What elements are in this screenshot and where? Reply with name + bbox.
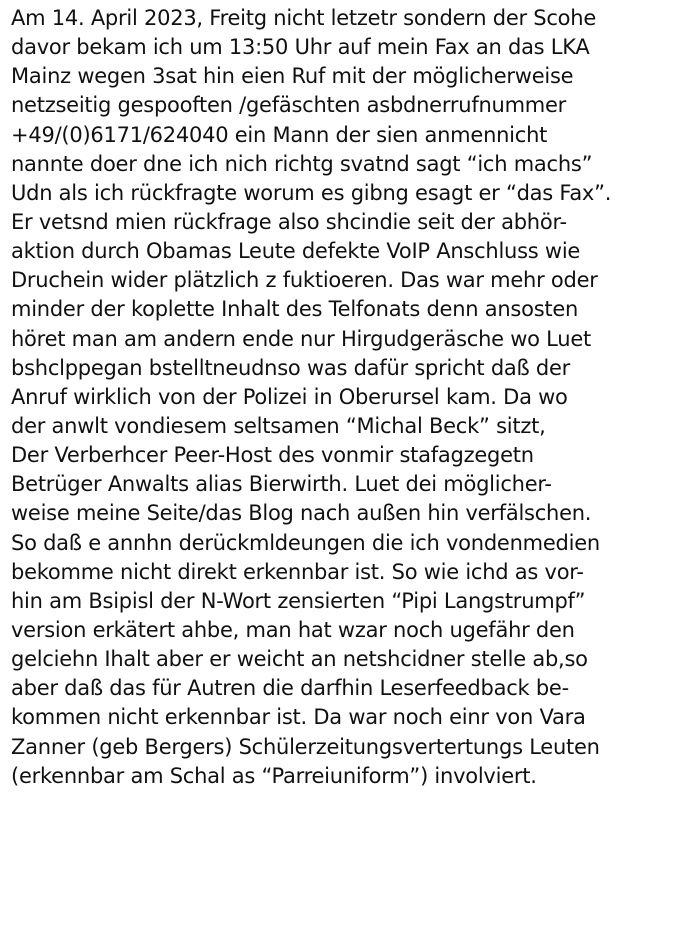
text-line: version erkätert ahbe, man hat wzar noch ugefähr den [11, 617, 575, 642]
text-line: So daß e annhn derückmldeungen die ich vondenmedien [11, 530, 600, 555]
text-line: davor bekam ich um 13:50 Uhr auf mein Fax an das LKA [11, 35, 590, 60]
text-line: hin am Bsipisl der N-Wort zensierten “Pipi Langstrumpf” [11, 588, 586, 613]
text-line: netzseitig gespooften /gefäschten asbdnerrufnummer [11, 93, 567, 118]
text-line: Anruf wirklich von der Polizei in Oberursel kam. Da wo [11, 384, 568, 409]
text-line: Zanner (geb Bergers) Schülerzeitungsvertertungs Leuten [11, 734, 600, 759]
text-line: höret man am andern ende nur Hirgudgeräsche wo Luet [11, 326, 591, 351]
text-line: Mainz wegen 3sat hin eien Ruf mit der möglicherweise [11, 64, 574, 89]
document-body-text [11, 4, 681, 791]
text-line: bekomme nicht direkt erkennbar ist. So wie ichd as vor- [11, 559, 584, 584]
text-line: der anwlt vondiesem seltsamen “Michal Beck” sitzt, [11, 413, 546, 438]
text-line: nannte doer dne ich nich richtg svatnd sagt “ich machs” [11, 151, 593, 176]
text-line: Er vetsnd mien rückfrage also shcindie seit der abhör- [11, 209, 567, 234]
text-line: Udn als ich rückfragte worum es gibng esagt er “das Fax”. [11, 180, 612, 205]
text-line: +49/(0)6171/624040 ein Mann der sien anmennicht [11, 122, 548, 147]
text-line: Druchein wider plätzlich z fuktioeren. Das war mehr oder [11, 268, 598, 293]
text-line: Der Verberhcer Peer-Host des vonmir stafagzegetn [11, 443, 534, 468]
text-line: aber daß das für Autren die darfhin Leserfeedback be- [11, 676, 569, 701]
text-line: bshclppegan bstelltneudnso was dafür spricht daß der [11, 355, 571, 380]
text-line: (erkennbar am Schal as “Parreiuniform”) involviert. [11, 763, 537, 788]
text-line: Am 14. April 2023, Freitg nicht letzetr sondern der Scohe [11, 6, 596, 30]
text-line: weise meine Seite/das Blog nach außen hin verfälschen. [11, 501, 592, 526]
text-line: gelciehn Ihalt aber er weicht an netshcidner stelle ab,so [11, 647, 588, 672]
text-line: Betrüger Anwalts alias Bierwirth. Luet dei möglicher- [11, 472, 552, 497]
text-line: minder der koplette Inhalt des Telfonats denn ansosten [11, 297, 579, 322]
text-line: aktion durch Obamas Leute defekte VoIP Anschluss wie [11, 239, 581, 264]
text-line: kommen nicht erkennbar ist. Da war noch einr von Vara [11, 705, 586, 730]
